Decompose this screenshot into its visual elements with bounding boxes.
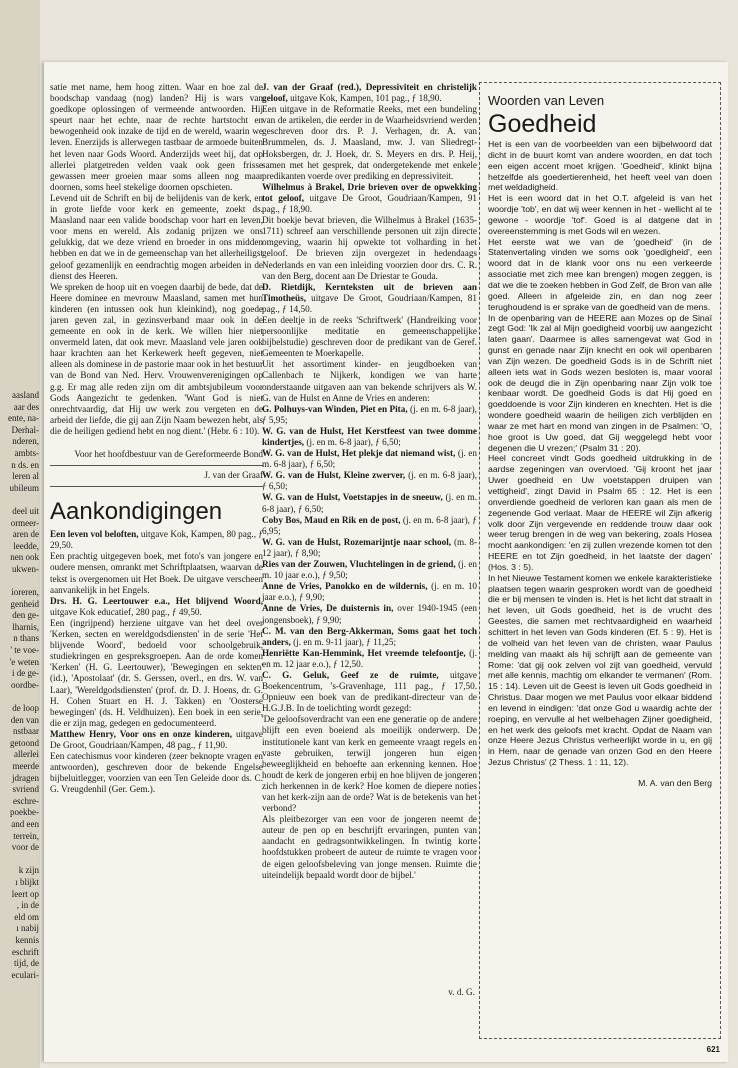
announcement-text: Een catechismus voor kinderen (zeer beknopte vragen en antwoorden), geschreven door de bekende Engelse bijbeluitlegger, voorzien van een Ten Geleide door ds. C. G. Vreugdenhil (Ger. Gem.). [50, 751, 263, 795]
gutter-fragment [0, 854, 40, 866]
announcement-item [262, 215, 477, 282]
previous-page-text-fragments [0, 390, 40, 981]
announcement-text: uitgave De Groot, Goudriaan/Kampen, 81 pag., ƒ 14,50. [262, 292, 477, 314]
gutter-fragment: den ge- [12, 610, 39, 621]
paragraph: In de openbaring van de HEERE aan Mozes op de Sinaï zegt God: 'Ik zal al Mijn goedigheid voorbij uw aangezicht laten gaan'. Daarmee is alles samengevat wat God in gunst en genade naar Zijn knecht en ook wil openbaren van Zijn wezen. De goedheid Gods is in de Schrift niet alleen iets wat in Gods wezen besloten is, maar vooral ook de deugd die in Zijn openbaring naar Zijn volk toe kenbaar wordt. De goedheid Gods is dat Hij goed en goeddoende is voor Zijn kinderen en knechten. Het is die wondere goedheid waarin de heiligen zich verblijden en waar ze met hart en mond van zingen in de Psalmen: 'O, hoe groot is Uw goed, dat Gij weggelegd hebt voor degenen die U vrezen;' (Psalm 31 : 20). [488, 312, 712, 453]
announcement-item [262, 470, 477, 492]
box-signature: M. A. van den Berg [638, 777, 712, 788]
column-1 [50, 82, 263, 795]
announcement-item [50, 751, 263, 795]
paragraph: satie met name, hem hoog zitten. Waar en hoe zal de boodschap vandaag (nog) landen? Hij is wars van goedkope oplossingen of vermeende antwoorden. Hij speurt naar het echte, naar de rechte hartstocht en bewogenheid ook inzake de tijd en de wereld, waarin we leven. Enerzijds is allerwegen tastbaar de armoede buiten het leven naar Gods Woord. Anderzijds weet hij, dat op allerlei platgetreden velden vaak ook geen frisse gewassen meer groeien maar soms alleen nog maar doornen, soms heel stekelige doornen opschieten. [50, 82, 263, 192]
announcement-item [262, 603, 477, 625]
gutter-fragment: n ds. en [11, 459, 39, 470]
announcement-title: Matthew Henry, Voor ons en onze kinderen, [50, 728, 233, 739]
announcement-text: uitgave Kok, Kampen, 80 pag., ƒ 29,50. [50, 529, 263, 551]
announcement-title: W. G. van de Hulst, Rozemarijntje naar school, [262, 536, 452, 547]
section-heading: Aankondigingen [50, 498, 223, 526]
paragraph: Het is een van de voorbeelden van een bijbelwoord dat dicht in de buurt komt van andere woorden, en dat toch een eigen accent moet krijgen. 'Goedheid', klinkt bijna hetzelfde als goedertierenheid, het heeft veel van doen met weldadigheid. [488, 139, 712, 193]
announcement-signature: v. d. G. [448, 987, 475, 997]
announcement-title: Drs. H. G. Leertouwer e.a., Het blijvend Woord, [50, 595, 263, 606]
announcement-text: uitgave Boekencentrum, 's-Gravenhage, 111 pag., ƒ 17,50. Opnieuw een boek van de predikant-directeur van de H.G.J.B. In de toelichting wordt gezegd: [262, 669, 477, 714]
announcement-text: Een uitgave in de Reformatie Reeks, met een bundeling van de artikelen, die eerder in de Waarheidsvriend werden geschreven door drs. P. J. Verhagen, dr. A. van Brummelen, ds. J. Maasland, mw. J. van Sliedregt-Hoksbergen, dr. J. Hoek, dr. S. Meyers en drs. P. Heij, samen met het gesprek, dat ondergetekende met enkele predikanten voerde over prediking en depressiviteit. [262, 104, 477, 181]
gutter-fragment: ukwen- [12, 563, 39, 574]
announcement-text: 'De geloofsoverdracht van een ene generatie op de andere blijft een even boeiend als moeilijk onderwerp. De institutionele kant van kerk en gemeente vraagt regels en vaste gebruiken, terwijl jongeren hun eigen beweeglijkheid en behoefte aan erkenning kennen. Hoe houdt de kerk de jongeren erbij en hoe blijven de jongeren zich herkennen in de kerk? Hoe komen de diepere noties van het kerk-zijn aan de orde? Wat is de betekenis van het verbond? [262, 714, 477, 814]
previous-page-edge [0, 0, 40, 1068]
jubilee-article-body [50, 82, 263, 437]
announcement-item [262, 282, 477, 315]
announcement-title: D. Rietdijk, Kernteksten uit de brieven aan Timotheüs, [262, 281, 477, 303]
gutter-fragment: ı blijkt [15, 876, 39, 887]
gutter-fragment [0, 494, 40, 506]
gutter-fragment: nderen, [12, 436, 39, 447]
gutter-fragment: aar des [13, 401, 39, 412]
gutter-fragment: and een [11, 818, 39, 829]
announcement-title: G. Polhuys-van Winden, Piet en Pita, [262, 403, 408, 414]
gutter-fragment: svriend [12, 784, 39, 795]
announcement-title: W. G. van de Hulst, Het plekje dat niemand wist, [262, 448, 456, 459]
announcement-item [262, 648, 477, 670]
announcement-item [262, 492, 477, 514]
gutter-fragment: terrein, [13, 830, 39, 841]
announcement-list-2 [262, 82, 477, 881]
paragraph: Levend uit de Schrift en bij de belijdenis van de kerk, en in grote liefde voor kerk en gemeente, zoekt ds. Maasland naar een valide boodschap voor hart en leven, voor mens en wereld. Als zodanig prijzen we ons gelukkig, dat we deze vriend en broeder in ons midden hebben en dat we in de gemeenschap van het allerheiligst geloof gezamenlijk en eendrachtig mogen arbeiden in de dienst des Heeren. [50, 192, 263, 281]
announcement-title: C. G. Geluk, Geef ze de ruimte, [262, 669, 439, 680]
announcement-item [262, 581, 477, 603]
gutter-fragment: Derhal- [11, 424, 39, 435]
gutter-fragment: leert op [11, 888, 39, 899]
announcement-title: Henriëtte Kan-Hemmink, Het vreemde telefoontje, [262, 647, 466, 658]
announcement-text: Een prachtig uitgegeven boek, met foto's van jongere en oudere mensen, omrankt met Schriftplaatsen, waarvan de tekst is overgenomen uit Het Boek. De uitgave verscheen aanvankelijk in het Engels. [50, 551, 263, 595]
meditation-box [479, 82, 721, 1039]
gutter-fragment: leren al [12, 471, 39, 482]
announcement-item [262, 404, 477, 426]
announcement-item [262, 537, 477, 559]
paragraph: In het Nieuwe Testament komen we enkele karakteristieke plaatsen tegen waarin gesproken wordt van de goedheid die er bij mensen te vinden is. Het is het licht dat straalt in het leven, uit Gods goedheid, het is de vrucht des Geestes, die samen met rechtvaardigheid en waarheid schittert in het leven van Gods kinderen (Ef. 5 : 9). Het is de volheid van het leven van de christen, waar Paulus melding van maakt als hij schrijft aan de gemeente van Rome: 'dat gij ook zelven vol zijt van goedheid, vervuld met alle kennis, machtig om elkander te vermanen' (Rom. 15 : 14). Leven uit de Geest is leven uit Gods goedheid in Christus. Daar mogen we met Paulus voor elkaar biddend en levend in eindigen: 'dat onze God u waardig achte der roeping, en vervulle al het welbehagen Zijner goedigheid, en het werk des geloofs met kracht. Opdat de Naam van onze Heere Jezus Christus verheerlijkt worde in u, en gij in Hem, naar de genade van onzen God en den Heere Jezus Christus' (2 Thess. 1 : 11, 12). [488, 572, 712, 768]
announcement-item [262, 515, 477, 537]
announcement-item [262, 82, 477, 104]
gutter-fragment: kennis [15, 934, 39, 945]
gutter-fragment: eschrift [12, 946, 39, 957]
divider [50, 465, 263, 466]
announcement-text: Een (ingrijpend) herziene uitgave van het deel over 'Kerken, secten en wereldgodsdiensten' in de serie 'Het blijvende Woord', bedoeld voor schoolgebruik, studiekringen en gespreksgroepen. Aan de orde komen 'Kerken' (H. G. Leertouwer), 'Bewegingen en sekten' (id.), 'Apostolaat' (dr. S. Gerssen, overl., en drs. W. van Laar), 'Wereldgodsdiensten' (prof. dr. D. J. Hoens, dr. G. H. Cohen Stuart en H. J. Takken) en 'Oosterse bewegingen' (ds. H. Veldhuizen). Een boek in een serie, die er zijn mag, gedegen en gedocumenteerd. [50, 617, 263, 728]
gutter-fragment: ente, na- [8, 413, 39, 424]
gutter-fragment: allerlei [14, 749, 39, 760]
announcement-item [262, 670, 477, 714]
announcement-text: (j. en m. 6-8 jaar), ƒ 6,50; [262, 492, 477, 514]
page-number: 621 [706, 1045, 720, 1054]
announcement-title: W. G. van de Hulst, Kleine zwerver, [262, 470, 406, 481]
announcement-list-1 [50, 529, 263, 795]
gutter-fragment: aren de [12, 529, 39, 540]
gutter-fragment: ı nabij [16, 923, 39, 934]
gutter-fragment: eculari- [11, 969, 39, 980]
gutter-fragment: getoond [10, 737, 39, 748]
gutter-fragment: leedde, [13, 540, 39, 551]
announcement-text: uitgave De Groot, Goudriaan/Kampen, 91 pag., ƒ 18,90. [262, 192, 477, 215]
gutter-fragment: aasland [12, 390, 39, 400]
announcement-item [262, 559, 477, 581]
announcement-item [50, 529, 263, 551]
announcement-text: Dit boekje bevat brieven, die Wilhelmus à Brakel (1635-1711) schreef aan verschillende personen uit zijn directe omgeving, waarin hij opwekte tot volharding in het geloof. De brieven zijn overgezet in hedendaags Nederlands en van een inleiding voorzien door drs. C. R. van den Berg, docent aan De Driestar te Gouda. [262, 215, 477, 281]
announcement-text: Een deeltje in de reeks 'Schriftwerk' (Handreiking voor persoonlijke meditatie en gemeenschappelijke bijbelstudie) geschreven door de predikant van de Geref. Gemeenten te Moerkapelle. [262, 314, 477, 359]
gutter-fragment: ambts- [14, 447, 39, 458]
gutter-fragment: de loop [12, 703, 39, 714]
announcement-title: W. G. van de Hulst, Voetstapjes in de sneeuw, [262, 492, 443, 503]
gutter-fragment: ubileum [9, 482, 39, 493]
announcement-title: Een leven vol beloften, [50, 529, 139, 540]
announcement-text: (m. 8-12 jaar), ƒ 8,90; [262, 536, 477, 558]
gutter-fragment: tijd, de [14, 958, 39, 969]
gutter-fragment: nen ook [10, 552, 39, 563]
announcement-text: (j. en m. 9-11 jaar), ƒ 11,25; [290, 636, 397, 647]
announcement-text: (j. en m. 10 jaar e.o.), ƒ 9,90; [262, 581, 477, 603]
paragraph: Heel concreet vindt Gods goedheid uitdrukking in de aardse zegeningen van overvloed. 'Gij kroont het jaar Uwer goedheid en Uw voetstappen druipen van vettigheid', zingt David in Psalm 65 : 12. Het is een onverdiende goedheid de verloren kan gaan als men de zegenende God verlaat. Maar de HEERE wil Zijn afkerig volk door Zijn vergevende en reddende trouw daar ook weer terug brengen in de weg van bekering, zoals Hosea mocht aankondigen: 'en zij zullen vrezende komen tot den HEERE en tot Zijn goedheid, in het laatste der dagen' (Hos. 3 : 5). [488, 453, 712, 572]
announcement-title: Anne de Vries, De duisternis in, [262, 603, 394, 614]
gutter-fragment: meerde [12, 761, 39, 771]
box-body [488, 139, 712, 768]
gutter-fragment: den van [10, 714, 39, 725]
announcement-text: (j. en m. 12 jaar e.o.), ƒ 12,50. [262, 647, 477, 669]
box-title: Goedheid [488, 110, 597, 138]
announcement-text: uitgave De Groot, Goudriaan/Kampen, 48 pag., ƒ 11,90. [50, 728, 263, 750]
gutter-fragment: ioreren, [11, 587, 39, 598]
announcement-item [50, 729, 263, 751]
announcement-text: uitgave Kok, Kampen, 101 pag., ƒ 18,90. [287, 93, 442, 104]
gutter-fragment: voor de [11, 842, 39, 853]
announcement-text: (j. en m. 6-8 jaar), ƒ 5,95; [262, 403, 477, 425]
gutter-fragment: n thans [13, 633, 39, 644]
announcement-title: Anne de Vries, Panokko en de wildernis, [262, 581, 428, 592]
announcement-title: W. G. van de Hulst, Het Kerstfeest van twee domme kindertjes, [262, 425, 477, 447]
gutter-fragment: ormeer- [10, 517, 39, 528]
article-signoff: Voor het hoofdbestuur van de Gereformeerde Bond [74, 449, 263, 459]
paragraph: We spreken de hoop uit en voegen daarbij de bede, dat de Heere dominee en mevrouw Maasland, samen met hun kinderen (en intussen ook hun kleinkind), nog goede jaren geven zal, in gezinsverband maar ook in de gemeente en ook in de kerk. We willen hier niet onvermeld laten, dat ook mevr. Maasland vele jaren ook haar krachten aan het Kerkewerk heeft gegeven, niet alleen als dominese in de pastorie maar ook in het bestuur van de Bond van Ned. Herv. Vrouwenverenigingen op g.g. Er mag alle reden zijn om dit ambtsjubileum voor Gods Aangezicht te gedenken. 'Want God is niet onrechtvaardig, dat Hij uw werk zou vergeten en de arbeid der liefde, die gij aan Zijn Naam bewezen hebt, als die de heiligen gediend hebt en nog dient.' (Hebr. 6 : 10). [50, 281, 263, 436]
article-signature: J. van der Graaf [204, 470, 263, 481]
magazine-page [44, 62, 728, 1062]
announcement-text: (j. en m. 6-8 jaar), ƒ 6,50; [304, 437, 401, 447]
announcement-item [262, 426, 477, 448]
announcement-title: Wilhelmus à Brakel, Drie brieven over de opwekking tot geloof, [262, 181, 477, 203]
announcement-text: Uit het assortiment kinder- en jeugdboeken van Callenbach te Nijkerk, kondigen we van harte onderstaande uitgaven aan van bekende schrijvers als W. G. van de Hulst en Anne de Vries en anderen: [262, 359, 477, 403]
box-kicker: Woorden van Leven [488, 93, 605, 108]
gutter-fragment [0, 576, 40, 588]
announcement-title: C. M. van den Berg-Akkerman, Soms gaat het toch anders, [262, 625, 477, 647]
announcement-title: Coby Bos, Maud en Rik en de post, [262, 514, 401, 525]
gutter-fragment: 'e weten [9, 656, 39, 667]
gutter-fragment: ' te voe- [10, 645, 39, 656]
announcement-item [262, 315, 477, 359]
announcement-item [262, 182, 477, 215]
column-2 [262, 82, 477, 881]
gutter-fragment: genheid [10, 598, 39, 609]
announcement-text: uitgave Kok educatief, 280 pag., ƒ 49,50. [50, 606, 202, 617]
gutter-fragment: deel uit [12, 505, 39, 516]
gutter-fragment: jdragen [12, 772, 39, 783]
announcement-item [262, 626, 477, 648]
announcement-text: (j. en m. 6-8 jaar), ƒ 6,50; [262, 470, 477, 492]
gutter-fragment: poekbe- [10, 807, 39, 818]
announcement-item [262, 359, 477, 403]
announcement-text: over 1940-1945 (een jongensboek), ƒ 9,90; [262, 603, 477, 625]
announcement-title: J. van der Graaf (red.), Depressiviteit en christelijk geloof, [262, 82, 477, 104]
gutter-fragment: i de ge- [12, 668, 39, 679]
announcement-item [262, 104, 477, 182]
announcement-item [50, 551, 263, 595]
gutter-fragment: eld om [14, 911, 39, 922]
announcement-title: Ries van der Zouwen, Vluchtelingen in de griend, [262, 559, 456, 570]
paragraph: Het is een woord dat in het O.T. afgeleid is van het woordje 'tob', en dat wij weer kennen in het - wellicht al te gewone - woordje 'tof'. Goed is al datgene dat in overeenstemming is met Gods wil en wezen. [488, 193, 712, 236]
announcement-text: (j. en m. 6-8 jaar), ƒ 6,50; [262, 448, 477, 470]
announcement-item [262, 714, 477, 814]
announcement-text: (j. en m. 10 jaar e.o.), ƒ 9,50; [262, 559, 477, 581]
announcement-item [50, 596, 263, 618]
announcement-text: Als pleitbezorger van een voor de jongeren neemt de auteur de pen op en beschrijft ervaringen, punten van aandacht en gedragsontwikkelingen. In twintig korte hoofdstukken probeert de auteur de ruimte te vragen voor de eigen geloofsbeleving van jonge mensen. Ruimte die uiteindelijk bepaald wordt door de bijbel.' [262, 814, 477, 880]
paragraph: Het eerste wat we van de 'goedheid' (in de Statenvertaling vinden we soms ook 'goedigheid', een woord dat in de klank voor ons nu een verkeerde associatie met zich mee kan brengen) mogen zeggen, is dat we die te zoeken hebben in God Zelf, de Bron van alle goed. Alleen in afgeleide zin, en dan nog zeer terughoudend is er sprake van de goedheid van de mens. [488, 236, 712, 312]
announcement-item [50, 618, 263, 729]
announcement-item [262, 814, 477, 881]
gutter-fragment [0, 691, 40, 703]
announcement-text: (j. en m. 6-8 jaar), ƒ 6,95; [262, 514, 477, 536]
gutter-fragment: k zijn [18, 865, 39, 876]
gutter-fragment: nstbaar [13, 726, 39, 737]
gutter-fragment: oordbe- [11, 679, 39, 690]
announcement-item [262, 448, 477, 470]
gutter-fragment: lharnis, [12, 621, 39, 632]
gutter-fragment: , in de [16, 900, 39, 911]
divider [50, 486, 263, 487]
gutter-fragment: eschre- [13, 795, 39, 806]
